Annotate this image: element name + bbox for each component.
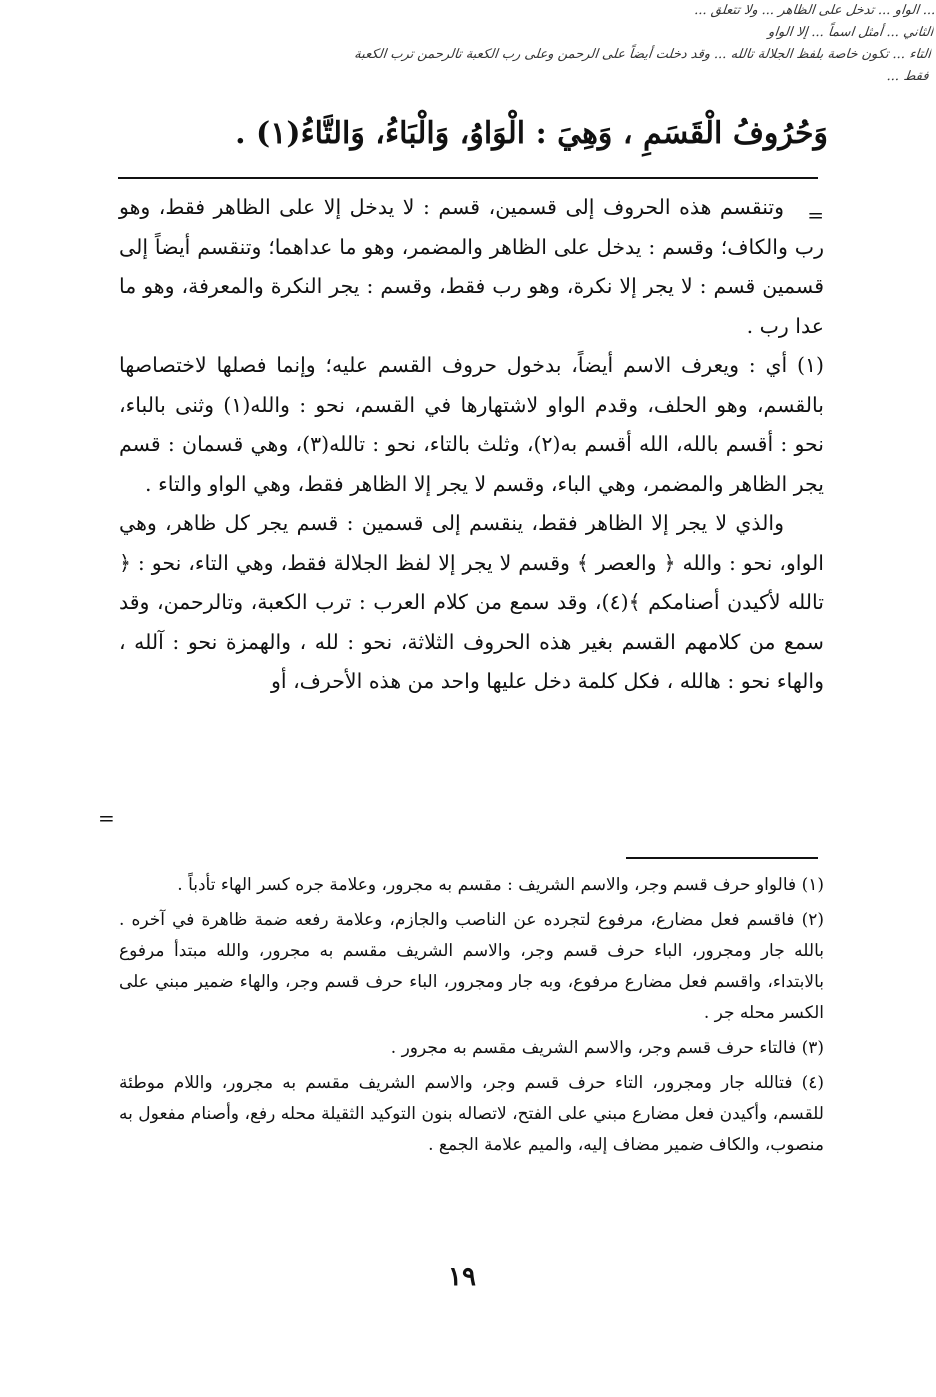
handwritten-notes (0, 0, 936, 88)
handwritten-line: الثاني ... أمثل اسماً ... إلا الواو (767, 25, 934, 40)
footnotes (119, 870, 824, 1165)
handwritten-line: التاء ... تكون خاصة بلفظ الجلالة تالله ... وقد دخلت أيضاً على الرحمن وعلى رب الكعبة تالرحمن ترب الكعبة (353, 47, 932, 62)
footnote: (٢) فاقسم فعل مضارع، مرفوع لتجرده عن الناصب والجازم، وعلامة رفعه ضمة ظاهرة في آخره . بالله جار ومجرور، الباء حرف قسم وجر، والاسم الشريف مقسم به مجرور، والله مبتدأ مرفوع بالابتداء، واقسم فعل مضارع مرفوع، وبه جار ومجرور، الباء حرف قسم وجر، والهاء ضمير مبني على الكسر محله جر . (119, 910, 824, 1023)
matn-heading: وَحُرُوفُ الْقَسَمِ ، وَهِيَ : الْوَاوُ، وَالْبَاءُ، وَالتَّاءُ(١) . (235, 116, 828, 151)
footnote: (٣) فالتاء حرف قسم وجر، والاسم الشريف مقسم به مجرور . (390, 1038, 824, 1058)
footnote-rule (626, 857, 818, 859)
separator-rule (118, 177, 818, 179)
footnote: (٤) فتالله جار ومجرور، التاء حرف قسم وجر، والاسم الشريف مقسم به مجرور، واللام موطئة للقسم، وأكيدن فعل مضارع مبني على الفتح، لاتصاله بنون التوكيد الثقيلة محله رفع، وأصنام مفعول به منصوب، والكاف ضمير مضاف إليه، والميم علامة الجمع . (119, 1073, 824, 1155)
commentary-body (119, 188, 824, 702)
continuation-mark: = (807, 203, 824, 227)
commentary-paragraph: (١) أي : ويعرف الاسم أيضاً، بدخول حروف القسم عليه؛ وإنما فصلها لاختصاصها بالقسم، وهو الحلف، وقدم الواو لاشتهارها في القسم، نحو : والله(١) وثنى بالباء، نحو : أقسم بالله، الله أقسم به(٢)، وثلث بالتاء، نحو : تالله(٣)، وهي قسمان : قسم يجر الظاهر والمضمر، وهي الباء، وقسم لا يجر إلا الظاهر فقط، وهي الواو والتاء . (119, 353, 824, 496)
commentary-paragraph: وتنقسم هذه الحروف إلى قسمين، قسم : لا يدخل إلا على الظاهر فقط، وهو رب والكاف؛ وقسم : يدخل على الظاهر والمضمر، وهو ما عداهما؛ وتنقسم أيضاً إلى قسمين قسم : لا يجر إلا نكرة، وهو رب فقط، وقسم : يجر النكرة والمعرفة، وهو ما عدا رب . (119, 195, 824, 338)
handwritten-line: فقط ... (886, 69, 930, 84)
footnote: (١) فالواو حرف قسم وجر، والاسم الشريف : مقسم به مجرور، وعلامة جره كسر الهاء تأدباً . (177, 875, 824, 895)
page-number: ١٩ (448, 1262, 476, 1292)
end-continuation-mark: = (98, 806, 115, 830)
commentary-paragraph: والذي لا يجر إلا الظاهر فقط، ينقسم إلى قسمين : قسم يجر كل ظاهر، وهي الواو، نحو : والله ﴿ والعصر ﴾ وقسم لا يجر إلا لفظ الجلالة فقط، وهي التاء، نحو : ﴿ تالله لأكيدن أصنامكم ﴾(٤)، وقد سمع من كلام العرب : ترب الكعبة، وتالرحمن، وقد سمع من كلامهم القسم بغير هذه الحروف الثلاثة، نحو : لله ، والهمزة نحو : آلله ، والهاء نحو : هالله ، فكل كلمة دخل عليها واحد من هذه الأحرف، أو (119, 511, 825, 693)
handwritten-line: ... الواو ... تدخل على الظاهر ... ولا تتعلق ... (693, 3, 936, 18)
